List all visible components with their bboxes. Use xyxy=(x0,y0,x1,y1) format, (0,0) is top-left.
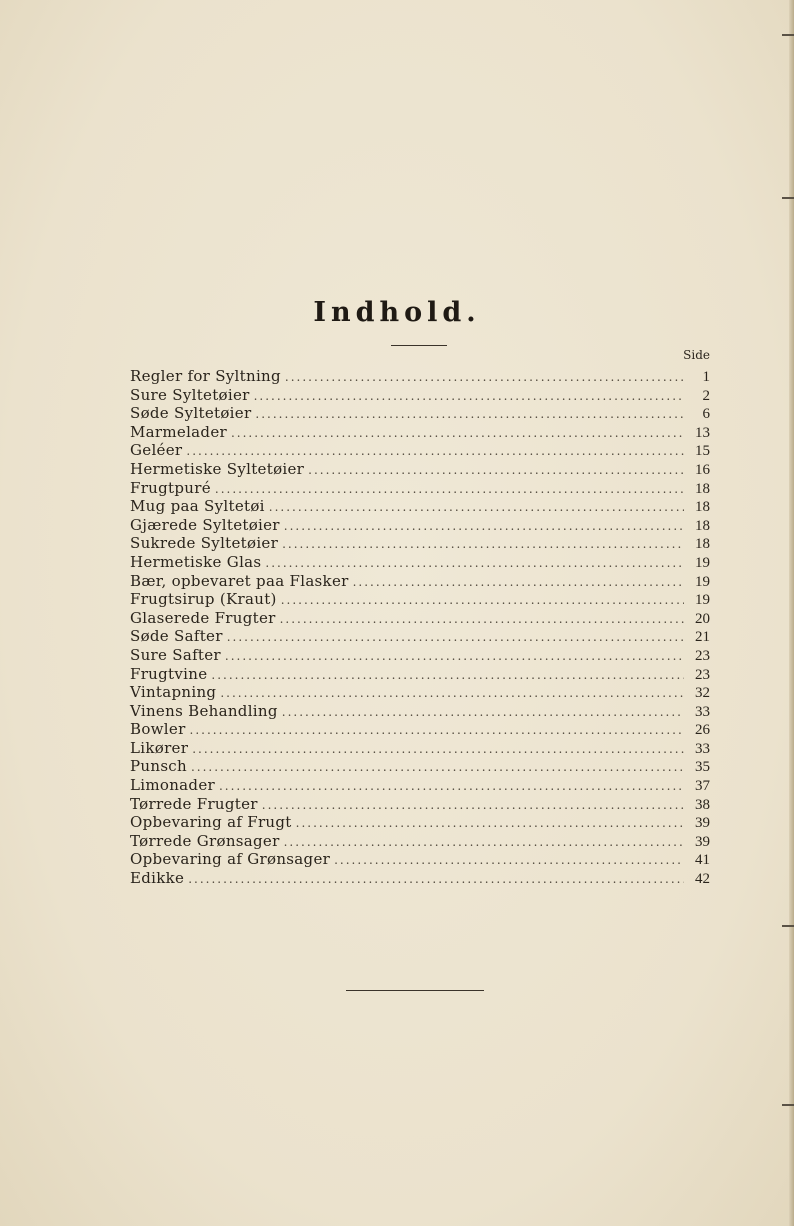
toc-entry-page: 26 xyxy=(695,722,710,739)
toc-entry-title: Vintapning xyxy=(130,683,217,702)
toc-entry-page: 19 xyxy=(695,592,710,609)
toc-entry xyxy=(130,720,710,739)
toc-leader-dots xyxy=(191,758,684,777)
toc-entry xyxy=(130,367,710,386)
toc-leader-dots xyxy=(285,368,684,387)
toc-entry-title: Gjærede Syltetøier xyxy=(130,515,280,534)
toc-entry-page: 20 xyxy=(695,610,710,627)
toc-entry-title: Sure Safter xyxy=(130,645,221,664)
toc-leader-dots xyxy=(282,703,684,722)
toc-entry xyxy=(130,850,710,869)
toc-entry-page: 33 xyxy=(695,740,710,757)
toc-entry-title: Søde Safter xyxy=(130,627,223,646)
toc-entry-title: Regler for Syltning xyxy=(130,367,281,385)
toc-entry-page: 33 xyxy=(695,703,710,720)
toc-entry-page: 19 xyxy=(695,573,710,590)
toc-entry xyxy=(130,534,710,553)
toc-entry-title: Frugtsirup (Kraut) xyxy=(130,590,277,609)
toc-leader-dots xyxy=(190,721,684,740)
toc-entry-title: Bær, opbevaret paa Flasker xyxy=(130,571,349,590)
toc-entry-page: 35 xyxy=(695,759,710,776)
end-divider xyxy=(346,990,484,991)
toc-entry-page: 39 xyxy=(695,833,710,850)
toc-leader-dots xyxy=(265,554,684,573)
toc-entry-title: Frugtpuré xyxy=(130,478,211,497)
toc-entry-page: 16 xyxy=(695,461,710,478)
toc-entry-page: 32 xyxy=(695,685,710,702)
toc-entry-title: Bowler xyxy=(130,720,186,739)
toc-entry xyxy=(130,702,710,721)
toc-entry xyxy=(130,813,710,832)
toc-entry-title: Punsch xyxy=(130,757,187,776)
toc-leader-dots xyxy=(227,628,684,647)
toc-leader-dots xyxy=(308,461,684,480)
toc-leader-dots xyxy=(255,405,684,424)
toc-entry-title: Sukrede Syltetøier xyxy=(130,534,279,553)
toc-entry-page: 23 xyxy=(695,647,710,664)
toc-leader-dots xyxy=(192,740,684,759)
toc-entry-page: 37 xyxy=(695,778,710,795)
toc-entry-title: Limonader xyxy=(130,776,215,795)
toc-leader-dots xyxy=(334,851,684,870)
toc-leader-dots xyxy=(231,424,684,443)
toc-entry xyxy=(130,683,710,702)
table-of-contents xyxy=(130,367,710,888)
toc-leader-dots xyxy=(296,814,684,833)
toc-entry xyxy=(130,423,710,442)
toc-leader-dots xyxy=(281,591,684,610)
toc-leader-dots xyxy=(353,573,684,592)
toc-entry-page: 42 xyxy=(695,871,710,888)
toc-entry-page: 18 xyxy=(695,536,710,553)
toc-entry-page: 23 xyxy=(695,666,710,683)
edge-mark xyxy=(782,197,794,199)
toc-entry-page: 41 xyxy=(695,852,710,869)
toc-entry xyxy=(130,386,710,405)
toc-entry-title: Opbevaring af Frugt xyxy=(130,813,292,832)
toc-leader-dots xyxy=(215,480,684,499)
toc-leader-dots xyxy=(284,517,684,536)
toc-leader-dots xyxy=(219,777,684,796)
toc-entry xyxy=(130,646,710,665)
toc-leader-dots xyxy=(284,833,684,852)
toc-entry xyxy=(130,869,710,888)
toc-leader-dots xyxy=(280,610,684,629)
toc-entry xyxy=(130,832,710,851)
toc-leader-dots xyxy=(211,666,684,685)
toc-entry xyxy=(130,404,710,423)
toc-entry xyxy=(130,665,710,684)
toc-entry xyxy=(130,516,710,535)
toc-entry xyxy=(130,553,710,572)
toc-entry-title: Sure Syltetøier xyxy=(130,385,250,404)
toc-entry xyxy=(130,757,710,776)
toc-entry xyxy=(130,590,710,609)
edge-mark xyxy=(782,925,794,927)
toc-entry xyxy=(130,627,710,646)
toc-entry xyxy=(130,460,710,479)
toc-entry xyxy=(130,572,710,591)
toc-entry-title: Likører xyxy=(130,738,189,757)
toc-leader-dots xyxy=(254,387,684,406)
toc-entry-title: Hermetiske Syltetøier xyxy=(130,459,305,478)
toc-entry-page: 15 xyxy=(695,443,710,460)
toc-entry-page: 1 xyxy=(702,369,710,385)
toc-entry-title: Opbevaring af Grønsager xyxy=(130,850,331,869)
toc-entry-page: 18 xyxy=(695,480,710,497)
toc-entry-title: Frugtvine xyxy=(130,664,208,683)
toc-entry-title: Glaserede Frugter xyxy=(130,608,276,627)
toc-entry-page: 18 xyxy=(695,499,710,516)
toc-leader-dots xyxy=(262,796,684,815)
toc-entry-title: Mug paa Syltetøi xyxy=(130,497,265,516)
toc-leader-dots xyxy=(188,870,684,889)
toc-entry xyxy=(130,795,710,814)
toc-entry xyxy=(130,776,710,795)
toc-entry xyxy=(130,609,710,628)
page-column-label: Side xyxy=(683,348,710,362)
toc-entry-page: 39 xyxy=(695,815,710,832)
toc-entry-title: Tørrede Frugter xyxy=(130,794,258,813)
toc-entry-title: Marmelader xyxy=(130,422,227,441)
edge-mark xyxy=(782,34,794,36)
toc-leader-dots xyxy=(186,442,684,461)
toc-entry xyxy=(130,497,710,516)
page-edge xyxy=(789,0,794,1226)
title-divider xyxy=(391,345,447,346)
toc-entry-page: 19 xyxy=(695,554,710,571)
toc-entry-page: 2 xyxy=(702,387,710,404)
toc-entry-page: 38 xyxy=(695,796,710,813)
toc-entry-page: 18 xyxy=(695,517,710,534)
toc-entry-title: Søde Syltetøier xyxy=(130,404,252,423)
toc-entry-title: Hermetiske Glas xyxy=(130,552,262,571)
toc-leader-dots xyxy=(220,684,684,703)
page-title: Indhold. xyxy=(313,297,481,328)
toc-entry-title: Vinens Behandling xyxy=(130,701,278,720)
toc-entry-page: 13 xyxy=(695,424,710,441)
toc-entry-title: Edikke xyxy=(130,869,185,888)
toc-leader-dots xyxy=(225,647,684,666)
toc-leader-dots xyxy=(282,535,684,554)
toc-entry xyxy=(130,739,710,758)
toc-entry-title: Geléer xyxy=(130,441,183,460)
toc-entry-page: 21 xyxy=(695,629,710,646)
toc-leader-dots xyxy=(269,498,684,517)
toc-entry-title: Tørrede Grønsager xyxy=(130,831,280,850)
toc-entry xyxy=(130,441,710,460)
toc-entry xyxy=(130,479,710,498)
edge-mark xyxy=(782,1104,794,1106)
toc-entry-page: 6 xyxy=(702,406,710,423)
